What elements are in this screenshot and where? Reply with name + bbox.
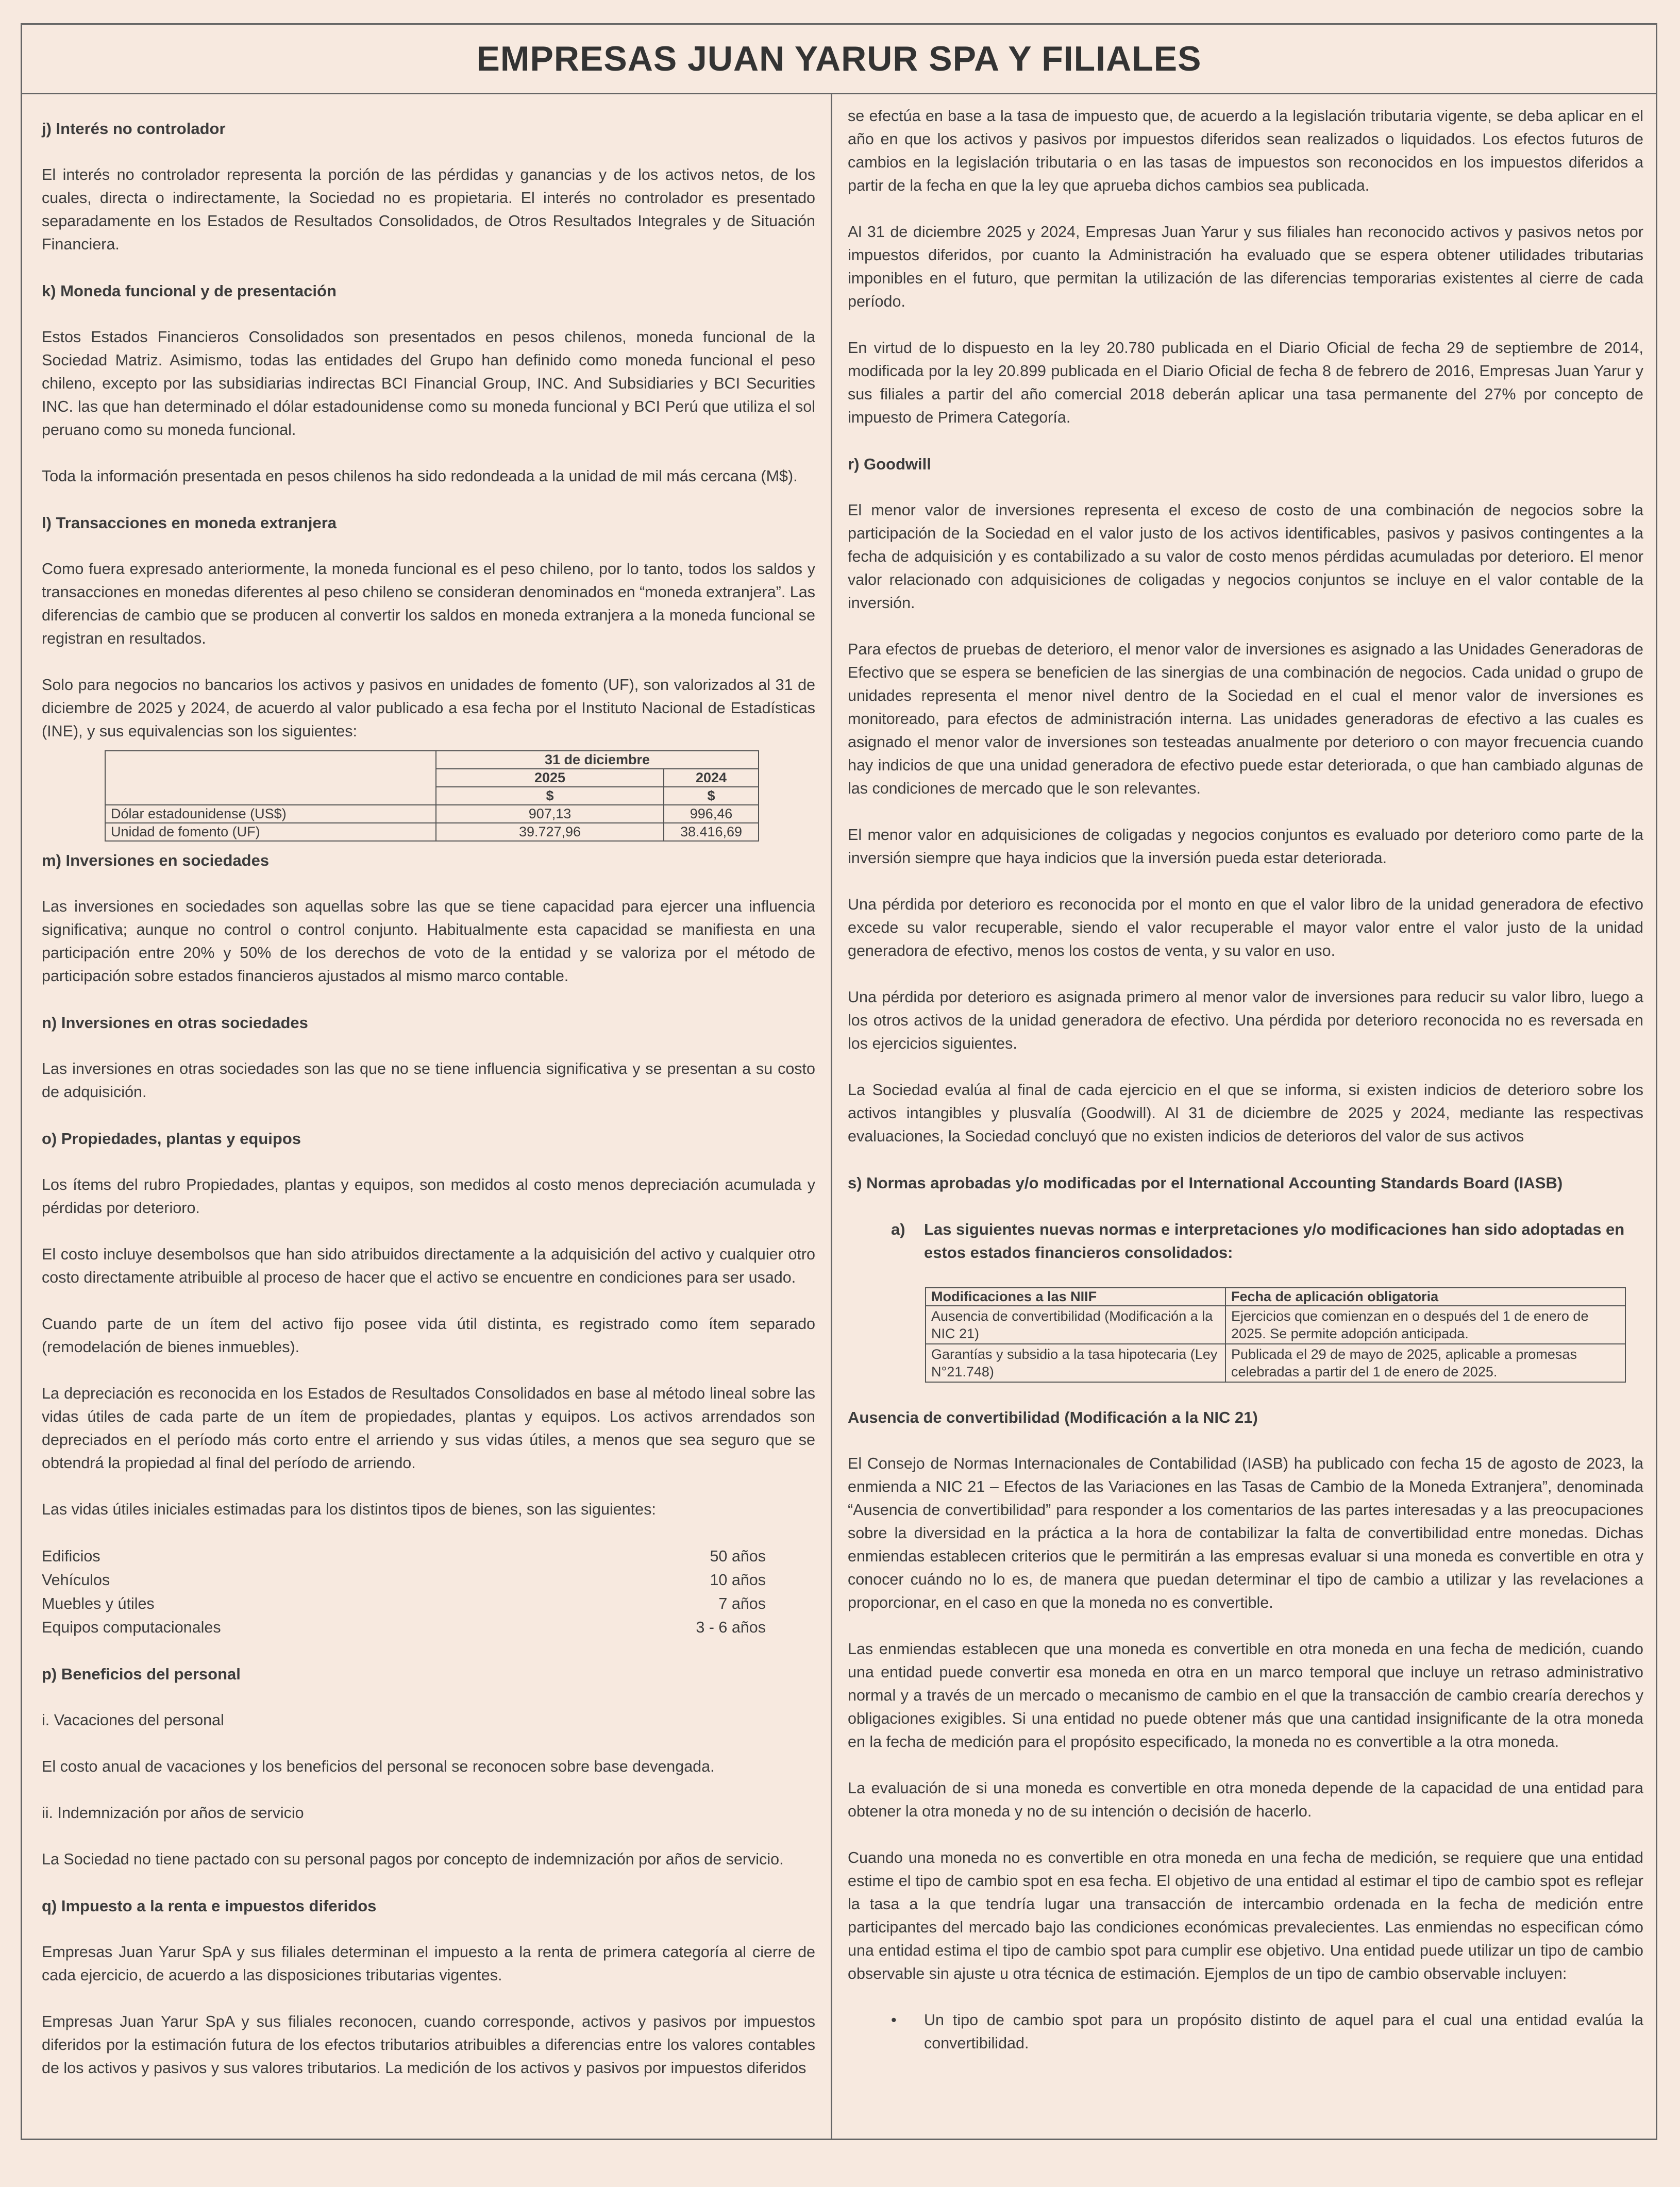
list-item — [848, 2009, 1643, 2055]
life-item: Edificios — [42, 1547, 100, 1565]
list-item — [42, 1544, 766, 1568]
bullet-text: Un tipo de cambio spot para un propósito distinto de aquel para el cual una entidad evalúa la convertibilidad. — [924, 2011, 1643, 2052]
life-item: Muebles y útiles — [42, 1595, 155, 1612]
section-l-paragraph-2: Solo para negocios no bancarios los activos y pasivos en unidades de fomento (UF), son valorizados al 31 de diciembre de 2025 y 2024, de acuerdo al valor publicado a esa fecha por el Instituto Nacional de Estadísticas (INE), y sus equivalencias son los siguientes: — [42, 676, 815, 740]
section-m-heading: m) Inversiones en sociedades — [42, 851, 270, 869]
bullet-icon: • — [891, 2011, 897, 2029]
list-item — [42, 1592, 766, 1616]
section-r-paragraph-4: Una pérdida por deterioro es reconocida por el monto en que el valor libro de la unidad generadora de efectivo excede su valor recuperable, siendo el valor recuperable el mayor valor entre el valor justo de la unidad generadora de efectivo, menos los costos de venta, y su valor en uso. — [848, 896, 1643, 960]
list-item — [42, 1568, 766, 1592]
section-n-heading: n) Inversiones en otras sociedades — [42, 1014, 308, 1032]
exchange-rate-table — [105, 750, 759, 842]
section-j-heading: j) Interés no controlador — [42, 120, 226, 138]
table-row — [105, 823, 759, 841]
section-r-paragraph-5: Una pérdida por deterioro es asignada primero al menor valor de inversiones para reducir su valor libro, luego a los otros activos de la unidad generadora de efectivo. Una pérdida por deterioro reconocida no es reversada en los ejercicios siguientes. — [848, 988, 1643, 1052]
niif-row-name: Garantías y subsidio a la tasa hipotecaria (Ley N°21.748) — [926, 1344, 1225, 1382]
section-m-paragraph: Las inversiones en sociedades son aquellas sobre las que se tiene capacidad para ejercer una influencia significativa; aunque no control o control conjunto. Habitualmente esta capacidad se manifiesta en una participación entre 20% y 50% de los derechos de voto de la entidad y se valoriza por el método de participación sobre estados financieros ajustados al mismo marco contable. — [42, 898, 815, 985]
list-item — [42, 1616, 766, 1639]
section-o-paragraph-1: Los ítems del rubro Propiedades, plantas y equipos, son medidos al costo menos depreciación acumulada y pérdidas por deterioro. — [42, 1176, 815, 1217]
ausencia-paragraph-2: Las enmiendas establecen que una moneda es convertible en otra moneda en una fecha de medición, cuando una entidad puede convertir esa moneda en otra en un marco temporal que incluye un retraso administrativo normal y a través de un mercado o mecanismo de cambio en el que la transacción de cambio crearía derechos y obligaciones exigibles. Si una entidad no puede obtener más que una cantidad insignificante de la otra moneda en la fecha de medición para el propósito especificado, la moneda no es convertible a la otra moneda. — [848, 1640, 1643, 1751]
fx-unit-2024: $ — [664, 787, 759, 805]
section-l-paragraph-1: Como fuera expresado anteriormente, la moneda funcional es el peso chileno, por lo tanto, todos los saldos y transacciones en monedas diferentes al peso chileno se consideran denominados en “moneda extranjera”. Las diferencias de cambio que se producen al convertir los saldos en moneda extranjera a la moneda funcional se registran en resultados. — [42, 560, 815, 647]
niif-row-date: Publicada el 29 de mayo de 2025, aplicable a promesas celebradas a partir del 1 de enero de 2025. — [1225, 1344, 1625, 1382]
table-row — [105, 805, 759, 823]
section-p-paragraph-1: El costo anual de vacaciones y los beneficios del personal se reconocen sobre base devengada. — [42, 1758, 715, 1775]
life-value: 3 - 6 años — [696, 1619, 766, 1636]
section-q-paragraph-2: Empresas Juan Yarur SpA y sus filiales reconocen, cuando corresponde, activos y pasivos por impuestos diferidos por la estimación futura de los efectos tributarios atribuibles a diferencias entre los valores contables de los activos y pasivos y sus valores tributarios. La medición de los activos y pasivos por impuestos diferidos — [42, 2013, 815, 2077]
life-value: 50 años — [710, 1547, 766, 1565]
section-o-heading: o) Propiedades, plantas y equipos — [42, 1130, 301, 1148]
table-row — [926, 1306, 1625, 1344]
section-k-paragraph-1: Estos Estados Financieros Consolidados son presentados en pesos chilenos, moneda funcional de la Sociedad Matriz. Asimismo, todas las entidades del Grupo han definido como moneda funcional el peso chileno, excepto por las subsidiarias indirectas BCI Financial Group, INC. And Subsidiaries y BCI Securities INC. las que han determinado el dólar estadounidense como su moneda funcional y BCI Perú que utiliza el sol peruano como su moneda funcional. — [42, 328, 815, 439]
ausencia-paragraph-4: Cuando una moneda no es convertible en otra moneda en una fecha de medición, se requiere que una entidad estime el tipo de cambio spot en esa fecha. El objetivo de una entidad al estimar el tipo de cambio spot es reflejar la tasa a la que tendría lugar una transacción de intercambio ordenada en la fecha de medición entre participantes del mercado bajo las condiciones económicas prevalecientes. Las enmiendas no especifican cómo una entidad estima el tipo de cambio spot para cumplir ese objetivo. Una entidad puede utilizar un tipo de cambio observable sin ajuste u otra técnica de estimación. Ejemplos de un tipo de cambio observable incluyen: — [848, 1849, 1643, 1982]
fx-year-2024: 2024 — [664, 769, 759, 787]
right-column — [832, 94, 1659, 2139]
fx-year-2025: 2025 — [436, 769, 664, 787]
life-item: Equipos computacionales — [42, 1619, 221, 1636]
subheading-text: Las siguientes nuevas normas e interpretaciones y/o modificaciones han sido adoptadas en estos estados financieros consolidados: — [924, 1220, 1625, 1261]
useful-lives-list — [42, 1544, 815, 1639]
section-p-heading: p) Beneficios del personal — [42, 1665, 241, 1683]
section-l-heading: l) Transacciones en moneda extranjera — [42, 514, 337, 532]
life-value: 7 años — [718, 1595, 766, 1612]
section-s-subheading — [848, 1218, 1643, 1264]
section-q-continued-2: Al 31 de diciembre 2025 y 2024, Empresas Juan Yarur y sus filiales han reconocido activos y pasivos netos por impuestos diferidos, por cuanto la Administración ha evaluado que se espera obtener utilidades tributarias imponibles en el futuro, que permitan la utilización de las diferencias temporarias existentes al cierre de cada período. — [848, 223, 1643, 310]
section-k-heading: k) Moneda funcional y de presentación — [42, 282, 337, 300]
section-o-paragraph-3: Cuando parte de un ítem del activo fijo posee vida útil distinta, es registrado como ítem separado (remodelación de bienes inmuebles). — [42, 1315, 815, 1356]
subheading-label: a) — [891, 1220, 905, 1238]
section-r-paragraph-3: El menor valor en adquisiciones de coligadas y negocios conjuntos es evaluado por deterioro como parte de la inversión siempre que haya indicios que la inversión pueda estar deteriorada. — [848, 826, 1643, 867]
section-s-heading: s) Normas aprobadas y/o modificadas por el International Accounting Standards Board (IASB) — [848, 1174, 1563, 1192]
section-k-paragraph-2: Toda la información presentada en pesos chilenos ha sido redondeada a la unidad de mil más cercana (M$). — [42, 467, 798, 485]
section-o-paragraph-5: Las vidas útiles iniciales estimadas para los distintos tipos de bienes, son las siguientes: — [42, 1501, 656, 1518]
section-p-paragraph-2: La Sociedad no tiene pactado con su personal pagos por concepto de indemnización por años de servicio. — [42, 1850, 784, 1868]
section-r-paragraph-2: Para efectos de pruebas de deterioro, el menor valor de inversiones es asignado a las Unidades Generadoras de Efectivo que se espera se beneficien de las sinergias de una combinación de negocios. Cada unidad o grupo de unidades representa el menor nivel dentro de la Sociedad en el cual el menor valor de inversiones es monitoreado, para efectos de administración interna. Las unidades generadoras de efectivo a las cuales es asignado el menor valor de inversiones son testeadas anualmente por deterioro o con mayor frecuencia cuando hay indicios de que una unidad generadora de efectivo puede estar deteriorada, o que han cambiado algunas de las condiciones de mercado que le son relevantes. — [848, 641, 1643, 797]
left-column — [22, 94, 832, 2139]
niif-row-name: Ausencia de convertibilidad (Modificación a la NIC 21) — [926, 1306, 1225, 1344]
section-q-continued-3: En virtud de lo dispuesto en la ley 20.780 publicada en el Diario Oficial de fecha 29 de septiembre de 2014, modificada por la ley 20.899 publicada en el Diario Oficial de fecha 8 de febrero de 2016, Empresas Juan Yarur y sus filiales a partir del año comercial 2018 deberán aplicar una tasa permanente del 27% por concepto de impuesto de Primera Categoría. — [848, 339, 1643, 426]
niif-table — [925, 1287, 1626, 1383]
section-r-paragraph-1: El menor valor de inversiones representa el exceso de costo de una combinación de negocios sobre la participación de la Sociedad en el valor justo de los activos identificables, pasivos y pasivos contingentes a la fecha de adquisición y es contabilizado a su valor de costo menos pérdidas acumuladas por deterioro. El menor valor relacionado con adquisiciones de coligadas y negocios conjuntos se incluye en el valor contable de la inversión. — [848, 501, 1643, 612]
ausencia-heading: Ausencia de convertibilidad (Modificación a la NIC 21) — [848, 1408, 1258, 1426]
section-p-subheading-2: ii. Indemnización por años de servicio — [42, 1804, 304, 1822]
section-q-heading: q) Impuesto a la renta e impuestos diferidos — [42, 1897, 377, 1915]
page-frame — [21, 23, 1657, 2140]
niif-col-header-1: Modificaciones a las NIIF — [926, 1288, 1225, 1306]
fx-row-value-2025: 907,13 — [436, 805, 664, 823]
ausencia-paragraph-1: El Consejo de Normas Internacionales de Contabilidad (IASB) ha publicado con fecha 15 de agosto de 2023, la enmienda a NIC 21 – Efectos de las Variaciones en las Tasas de Cambio de la Moneda Extranjera”, denominada “Ausencia de convertibilidad” para responder a los comentarios de las partes interesadas y a las preocupaciones sobre la diversidad en la práctica a la hora de contabilizar la falta de convertibilidad entre monedas. Dichas enmiendas establecen criterios que le permitirán a las empresas evaluar si una moneda es convertible en otra y conocer cuándo no lo es, de manera que puedan determinar el tipo de cambio a utilizar y las revelaciones a proporcionar, en el caso en que la moneda no es convertible. — [848, 1455, 1643, 1611]
life-value: 10 años — [710, 1571, 766, 1589]
section-n-paragraph: Las inversiones en otras sociedades son las que no se tiene influencia significativa y se presentan a su costo de adquisición. — [42, 1060, 815, 1101]
niif-row-date: Ejercicios que comienzan en o después del 1 de enero de 2025. Se permite adopción anticipada. — [1225, 1306, 1625, 1344]
title-bar — [22, 25, 1656, 94]
table-row — [926, 1344, 1625, 1382]
life-item: Vehículos — [42, 1571, 110, 1589]
section-o-paragraph-2: El costo incluye desembolsos que han sido atribuidos directamente a la adquisición del activo y cualquier otro costo directamente atribuible al proceso de hacer que el activo se encuentre en condiciones para ser usado. — [42, 1246, 815, 1286]
section-q-continued-1: se efectúa en base a la tasa de impuesto que, de acuerdo a la legislación tributaria vigente, se deba aplicar en el año en que los activos y pasivos por impuestos diferidos sean realizados o liquidados. Los efectos futuros de cambios en la legislación tributaria o en las tasas de impuestos son reconocidos en los impuestos diferidos a partir de la fecha en que la ley que aprueba dichos cambios sea publicada. — [848, 107, 1643, 194]
fx-group-header: 31 de diciembre — [436, 751, 759, 769]
section-r-paragraph-6: La Sociedad evalúa al final de cada ejercicio en el que se informa, si existen indicios de deterioro sobre los activos intangibles y plusvalía (Goodwill). Al 31 de diciembre de 2025 y 2024, mediante las respectivas evaluaciones, la Sociedad concluyó que no existen indicios de deterioros del valor de sus activos — [848, 1081, 1643, 1145]
section-q-paragraph-1: Empresas Juan Yarur SpA y sus filiales determinan el impuesto a la renta de primera categoría al cierre de cada ejercicio, de acuerdo a las disposiciones tributarias vigentes. — [42, 1943, 815, 1984]
section-p-subheading-1: i. Vacaciones del personal — [42, 1711, 224, 1729]
niif-col-header-2: Fecha de aplicación obligatoria — [1225, 1288, 1625, 1306]
section-j-paragraph: El interés no controlador representa la porción de las pérdidas y ganancias y de los activos netos, de los cuales, directa o indirectamente, la Sociedad no es propietaria. El interés no controlador es presentado separadamente en los Estados de Resultados Consolidados, de Otros Resultados Integrales y de Situación Financiera. — [42, 166, 815, 253]
fx-row-label: Unidad de fomento (UF) — [105, 823, 436, 841]
fx-row-value-2024: 996,46 — [664, 805, 759, 823]
ausencia-paragraph-3: La evaluación de si una moneda es convertible en otra moneda depende de la capacidad de una entidad para obtener la otra moneda y no de su intención o decisión de hacerlo. — [848, 1779, 1643, 1820]
section-r-heading: r) Goodwill — [848, 455, 931, 473]
fx-row-label: Dólar estadounidense (US$) — [105, 805, 436, 823]
fx-row-value-2024: 38.416,69 — [664, 823, 759, 841]
fx-unit-2025: $ — [436, 787, 664, 805]
page-title: EMPRESAS JUAN YARUR SPA Y FILIALES — [476, 39, 1202, 78]
fx-row-value-2025: 39.727,96 — [436, 823, 664, 841]
section-o-paragraph-4: La depreciación es reconocida en los Estados de Resultados Consolidados en base al método lineal sobre las vidas útiles de cada parte de un ítem de propiedades, plantas y equipos. Los activos arrendados son depreciados en el período más corto entre el arriendo y sus vidas útiles, a menos que sea seguro que se obtendrá la propiedad al final del período de arriendo. — [42, 1385, 815, 1472]
